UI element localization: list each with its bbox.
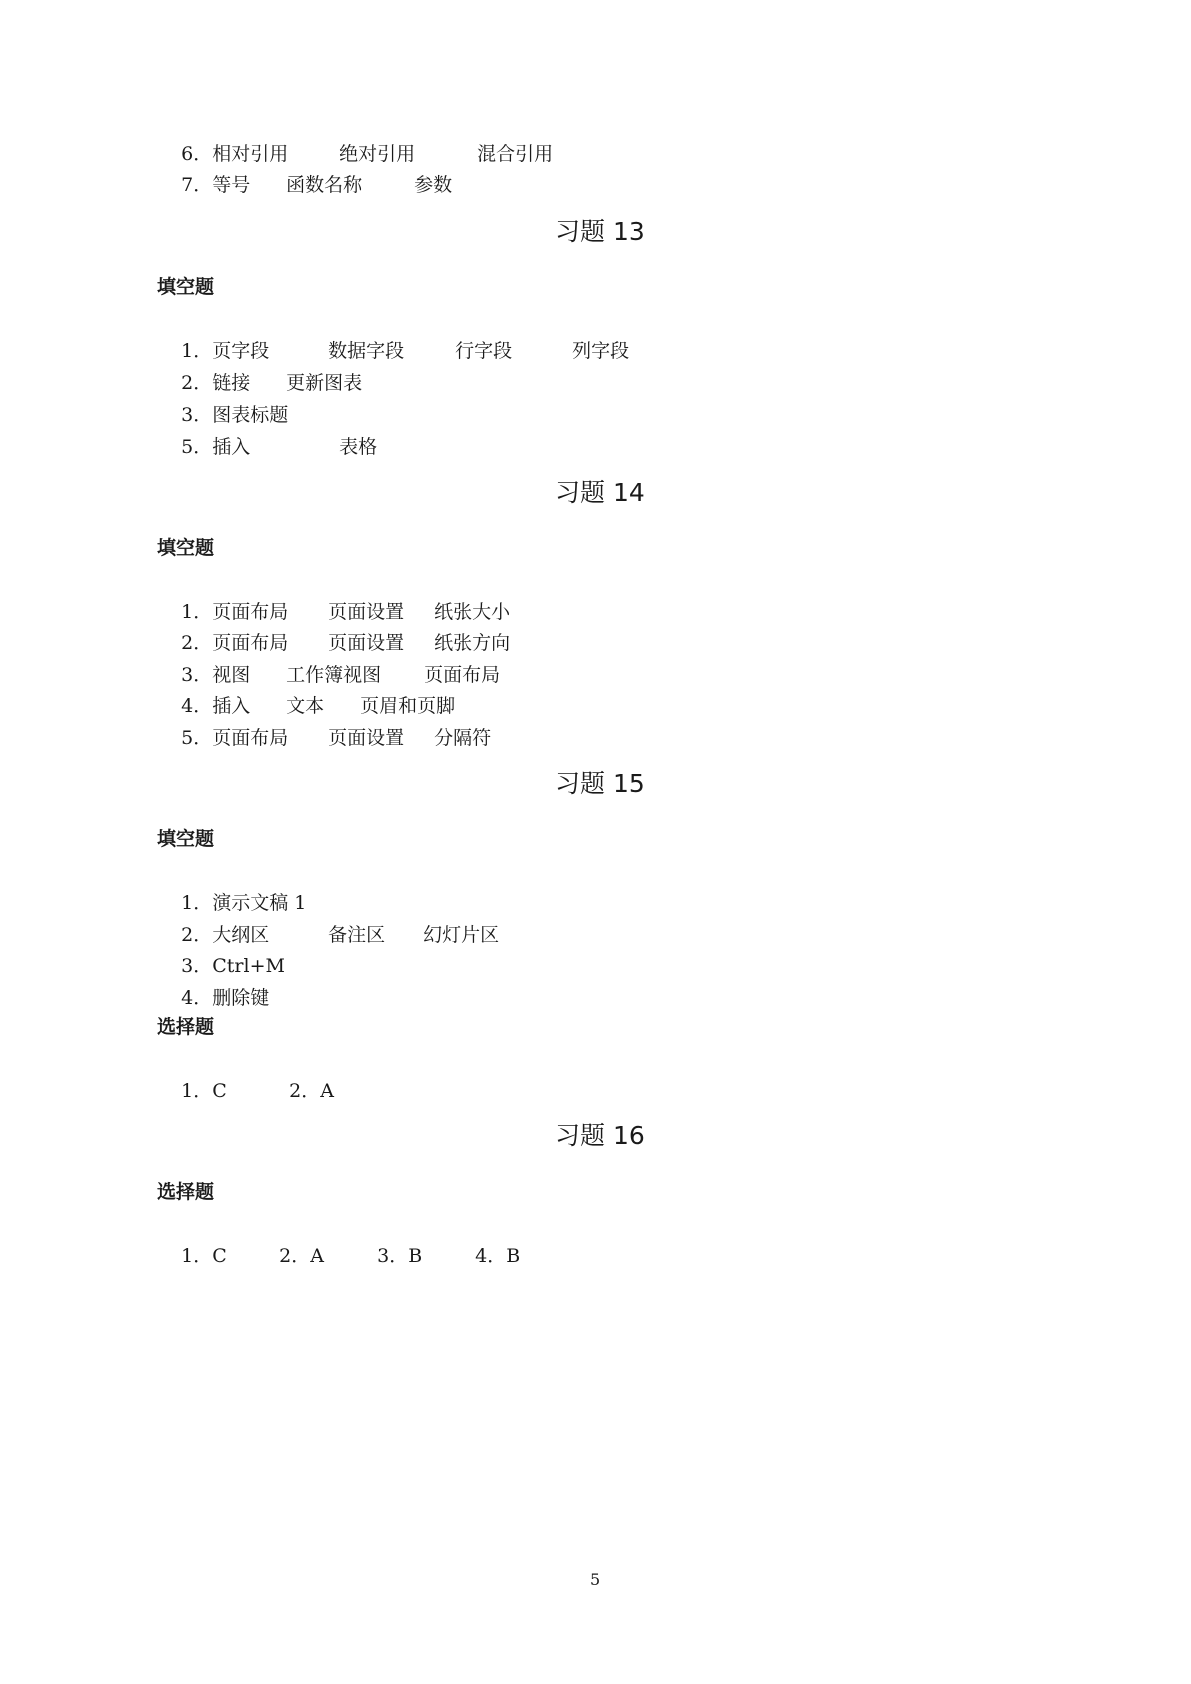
answer-item: 3．Ctrl+M — [181, 955, 285, 977]
answer-item: 幻灯片区 — [423, 924, 500, 946]
answer-item: 混合引用 — [477, 143, 554, 165]
answer-item: 2．链接 — [181, 372, 251, 394]
answer-line — [157, 411, 377, 483]
answer-item: 纸张方向 — [434, 632, 511, 654]
answer-item: 1．C — [181, 1245, 227, 1267]
answer-item: 1．演示文稿 1 — [181, 892, 307, 914]
answer-item: 函数名称 — [286, 174, 363, 196]
section-title: 习题 16 — [555, 1121, 645, 1150]
section-title: 习题 14 — [555, 478, 645, 507]
section-title: 习题 15 — [555, 769, 645, 798]
answer-item: 页面设置 — [328, 727, 405, 749]
answer-item: 1．页字段 — [181, 340, 270, 362]
section-title: 习题 13 — [555, 217, 645, 246]
answer-item: 页面设置 — [328, 601, 405, 623]
answer-item: 2．大纲区 — [181, 924, 270, 946]
answer-item: 4．删除键 — [181, 987, 270, 1009]
answer-item: 页面设置 — [328, 632, 405, 654]
answer-item: 7．等号 — [181, 174, 251, 196]
answer-item: 3．视图 — [181, 664, 251, 686]
answer-item: 行字段 — [455, 340, 513, 362]
answer-item: 3．图表标题 — [181, 404, 289, 426]
answer-line — [157, 1220, 520, 1292]
answer-item: 列字段 — [572, 340, 630, 362]
section-subheading: 填空题 — [157, 276, 215, 298]
answer-item: 页面布局 — [424, 664, 501, 686]
answer-item: 1．C — [181, 1080, 227, 1102]
answer-item: 2．页面布局 — [181, 632, 289, 654]
section-subheading: 选择题 — [157, 1181, 215, 1203]
page-number: 5 — [590, 1570, 601, 1589]
answer-item: 更新图表 — [286, 372, 363, 394]
answer-item: 数据字段 — [328, 340, 405, 362]
answer-line — [157, 702, 491, 774]
answer-item: 页眉和页脚 — [360, 695, 456, 717]
answer-line — [157, 1055, 334, 1127]
answer-item: 绝对引用 — [339, 143, 416, 165]
answer-item: 分隔符 — [434, 727, 492, 749]
answer-item: 纸张大小 — [434, 601, 511, 623]
answer-item: 表格 — [339, 436, 378, 458]
answer-item: 3．B — [377, 1245, 423, 1267]
answer-line — [157, 149, 452, 221]
answer-item: 4．插入 — [181, 695, 251, 717]
section-subheading: 选择题 — [157, 1016, 215, 1038]
answer-item: 1．页面布局 — [181, 601, 289, 623]
answer-item: 2．A — [289, 1080, 334, 1102]
section-subheading: 填空题 — [157, 828, 215, 850]
answer-item: 6．相对引用 — [181, 143, 289, 165]
answer-item: 文本 — [286, 695, 325, 717]
answer-item: 5．页面布局 — [181, 727, 289, 749]
answer-item: 2．A — [279, 1245, 324, 1267]
answer-item: 工作簿视图 — [286, 664, 382, 686]
answer-item: 备注区 — [328, 924, 386, 946]
answer-item: 参数 — [414, 174, 453, 196]
answer-item: 5．插入 — [181, 436, 251, 458]
section-subheading: 填空题 — [157, 537, 215, 559]
answer-item: 4．B — [475, 1245, 521, 1267]
